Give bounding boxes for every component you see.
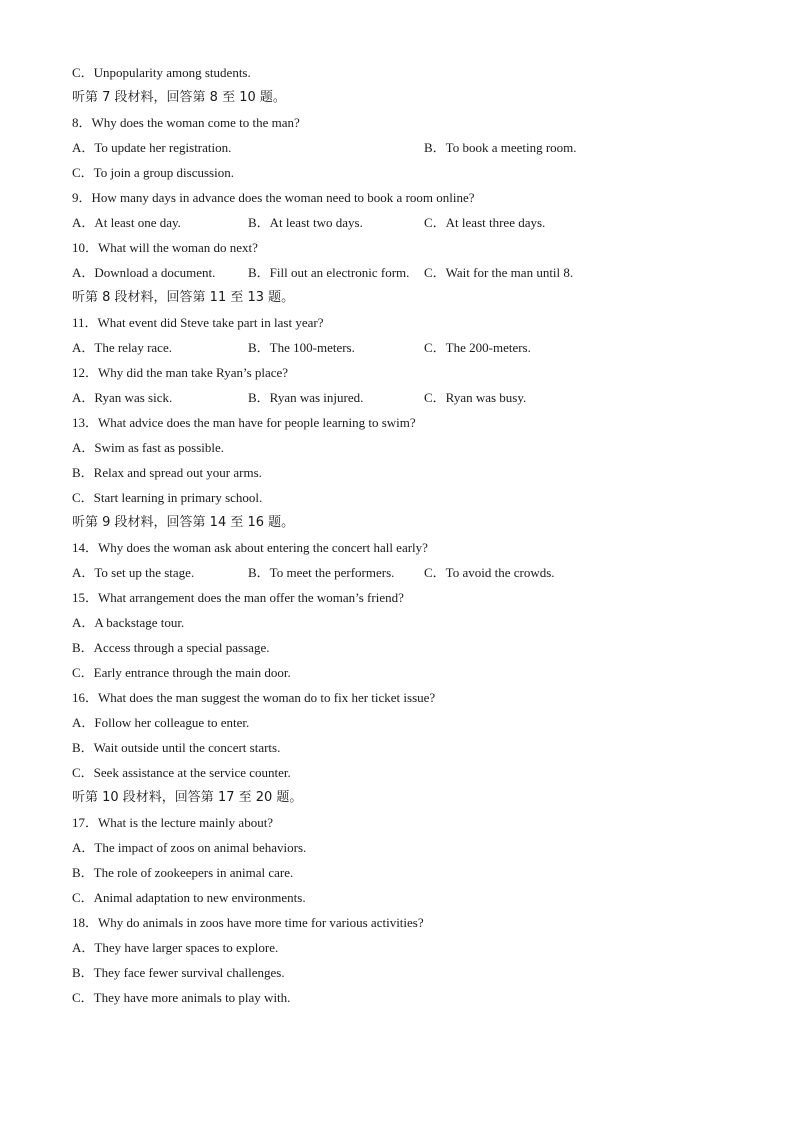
- q9-option-a: A．At least one day.: [72, 215, 181, 230]
- question-13: 13．What advice does the man have for people learning to swim?: [72, 415, 416, 430]
- section-8-heading: 听第 8 段材料，回答第 11 至 13 题。: [72, 290, 295, 305]
- q14-option-a: A．To set up the stage.: [72, 565, 195, 580]
- question-11: 11．What event did Steve take part in last year?: [72, 315, 324, 330]
- q9-option-b: B．At least two days.: [248, 215, 363, 230]
- exam-page: [72, 60, 732, 1010]
- question-11-options-row: [72, 335, 732, 360]
- q12-option-b: B．Ryan was injured.: [248, 390, 364, 405]
- q15-option-b: B．Access through a special passage.: [72, 640, 270, 655]
- q8-option-c: C．To join a group discussion.: [72, 165, 234, 180]
- q15-option-c: C．Early entrance through the main door.: [72, 665, 291, 680]
- question-10: 10．What will the woman do next?: [72, 240, 258, 255]
- section-10-heading: 听第 10 段材料，回答第 17 至 20 题。: [72, 790, 303, 805]
- q11-option-b: B．The 100-meters.: [248, 340, 355, 355]
- q17-option-c: C．Animal adaptation to new environments.: [72, 890, 306, 905]
- q10-option-c: C．Wait for the man until 8.: [424, 265, 574, 280]
- question-18: 18．Why do animals in zoos have more time for various activities?: [72, 915, 424, 930]
- q8-option-a: A．To update her registration.: [72, 140, 232, 155]
- question-14: 14．Why does the woman ask about entering the concert hall early?: [72, 540, 428, 555]
- q16-option-a: A．Follow her colleague to enter.: [72, 715, 250, 730]
- q15-option-a: A．A backstage tour.: [72, 615, 185, 630]
- q11-option-c: C．The 200-meters.: [424, 340, 531, 355]
- q11-option-a: A．The relay race.: [72, 340, 172, 355]
- q14-option-b: B．To meet the performers.: [248, 565, 395, 580]
- q18-option-b: B．They face fewer survival challenges.: [72, 965, 285, 980]
- question-17: 17．What is the lecture mainly about?: [72, 815, 274, 830]
- q13-option-b: B．Relax and spread out your arms.: [72, 465, 262, 480]
- q14-option-c: C．To avoid the crowds.: [424, 565, 555, 580]
- q18-option-a: A．They have larger spaces to explore.: [72, 940, 279, 955]
- q16-option-b: B．Wait outside until the concert starts.: [72, 740, 281, 755]
- section-7-heading: 听第 7 段材料，回答第 8 至 10 题。: [72, 90, 286, 105]
- question-9: 9．How many days in advance does the woman need to book a room online?: [72, 190, 475, 205]
- question-14-options-row: [72, 560, 732, 585]
- q7-option-c: C．Unpopularity among students.: [72, 65, 251, 80]
- q12-option-a: A．Ryan was sick.: [72, 390, 173, 405]
- question-9-options-row: [72, 210, 732, 235]
- question-8-options-row: [72, 135, 732, 160]
- q10-option-a: A．Download a document.: [72, 265, 216, 280]
- question-12: 12．Why did the man take Ryan’s place?: [72, 365, 289, 380]
- q13-option-a: A．Swim as fast as possible.: [72, 440, 225, 455]
- q12-option-c: C．Ryan was busy.: [424, 390, 527, 405]
- q9-option-c: C．At least three days.: [424, 215, 546, 230]
- section-9-heading: 听第 9 段材料，回答第 14 至 16 题。: [72, 515, 295, 530]
- q13-option-c: C．Start learning in primary school.: [72, 490, 263, 505]
- q16-option-c: C．Seek assistance at the service counter.: [72, 765, 291, 780]
- q17-option-a: A．The impact of zoos on animal behaviors.: [72, 840, 307, 855]
- q8-option-b: B．To book a meeting room.: [424, 140, 577, 155]
- question-10-options-row: [72, 260, 732, 285]
- q17-option-b: B．The role of zookeepers in animal care.: [72, 865, 294, 880]
- q10-option-b: B．Fill out an electronic form.: [248, 265, 410, 280]
- question-15: 15．What arrangement does the man offer the woman’s friend?: [72, 590, 404, 605]
- question-16: 16．What does the man suggest the woman do to fix her ticket issue?: [72, 690, 436, 705]
- question-8: 8．Why does the woman come to the man?: [72, 115, 300, 130]
- q18-option-c: C．They have more animals to play with.: [72, 990, 291, 1005]
- question-12-options-row: [72, 385, 732, 410]
